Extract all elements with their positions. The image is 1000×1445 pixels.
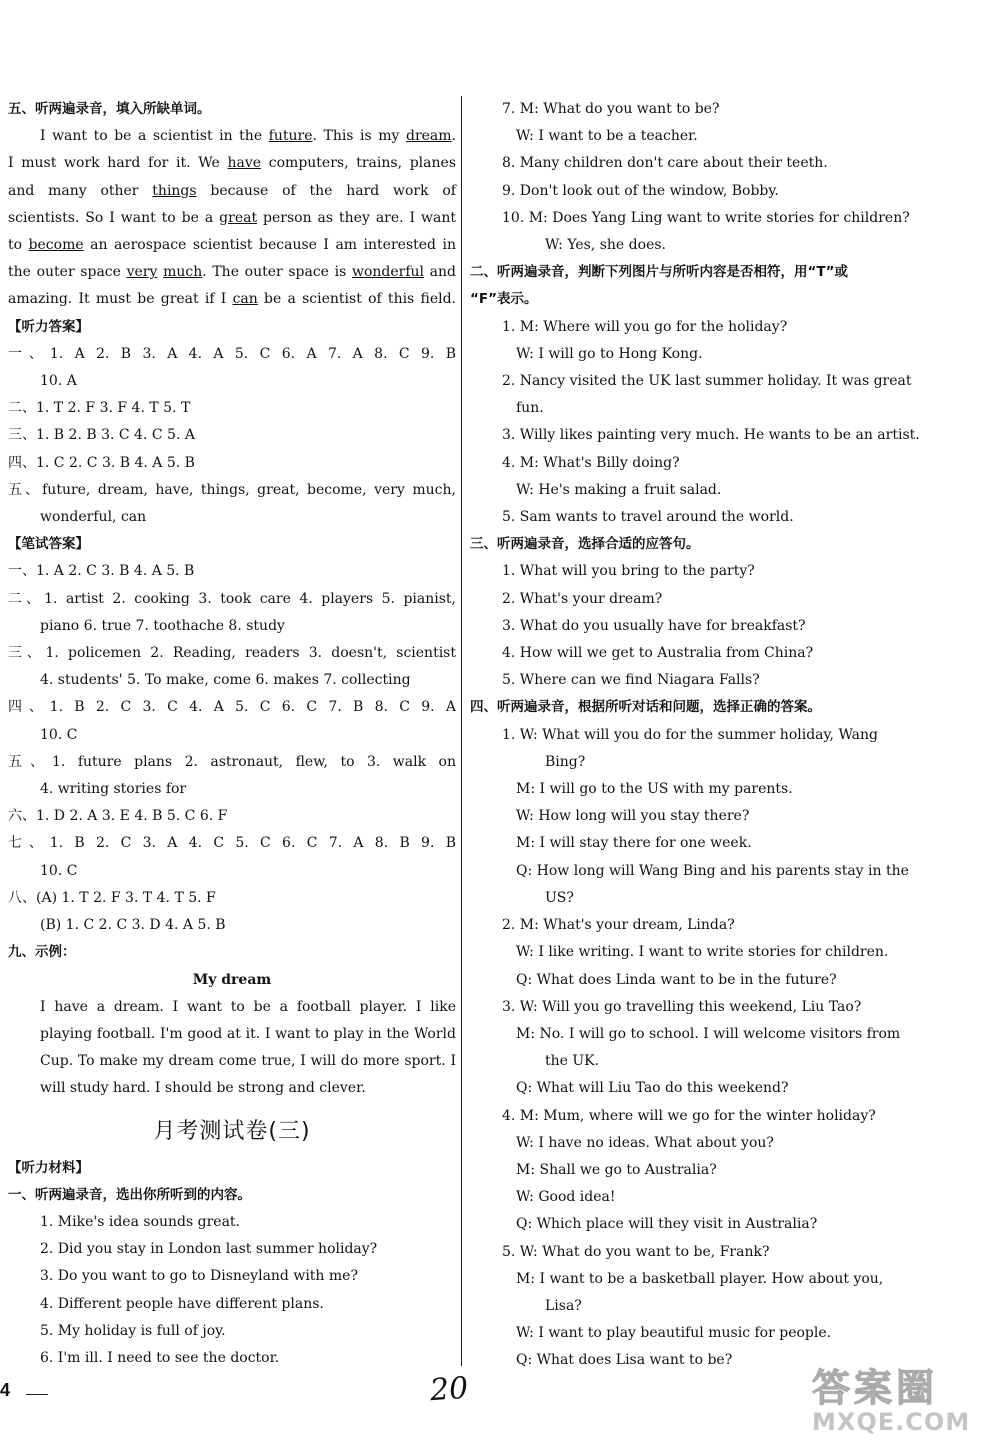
answer-line: 一、1. A 2. C 3. B 4. A 5. B — [8, 563, 195, 580]
script-line: Q: What does Linda want to be in the future? — [516, 971, 837, 988]
script-line: 4. M: Mum, where will we go for the winter holiday? — [502, 1107, 876, 1124]
answer-line: (B) 1. C 2. C 3. D 4. A 5. B — [40, 917, 226, 934]
sample-essay — [8, 994, 456, 1103]
script-line: W: How long will you stay there? — [516, 808, 750, 825]
lm-section-1 — [8, 1209, 456, 1372]
dictation-passage — [8, 123, 456, 313]
written-answers — [8, 558, 456, 966]
script-line: 1. What will you bring to the party? — [502, 563, 755, 580]
script-line: 1. Mike's idea sounds great. — [40, 1213, 240, 1230]
answer-word: wonderful — [351, 264, 425, 281]
script-line: 2. What's your dream? — [502, 590, 663, 607]
lm-section-1-cont — [470, 96, 918, 259]
script-line: 2. M: What's your dream, Linda? — [502, 917, 735, 934]
script-line: W: I like writing. I want to write stories for children. — [516, 944, 889, 961]
script-line: Q: How long will Wang Bing and his parents stay in the — [516, 862, 909, 879]
script-line: W: I want to be a teacher. — [516, 128, 698, 145]
answer-line: 二、1. T 2. F 3. F 4. T 5. T — [8, 400, 191, 417]
essay-line: I have a dream. I want to be a football player. I like — [40, 998, 456, 1015]
answer-word: can — [232, 291, 258, 308]
lm-section-4 — [470, 722, 918, 1375]
script-line: 4. How will we get to Australia from China? — [502, 645, 814, 662]
answer-line: piano 6. true 7. toothache 8. study — [40, 617, 285, 634]
script-line: Lisa? — [545, 1297, 582, 1314]
answer-line: 三、1. B 2. B 3. C 4. C 5. A — [8, 427, 195, 444]
script-line: Q: What will Liu Tao do this weekend? — [516, 1080, 789, 1097]
lm-section-2-title: 二、听两遍录音，判断下列图片与所听内容是否相符，用“T”或 — [470, 264, 848, 281]
answer-word: much — [163, 264, 203, 281]
watermark-bottom: MXQE.COM — [812, 1408, 971, 1436]
listening-material-title: 【听力材料】 — [8, 1159, 89, 1176]
script-line: 5. W: What do you want to be, Frank? — [502, 1243, 770, 1260]
test-title: 月考测试卷(三) — [153, 1118, 311, 1144]
passage-line: to become an aerospace scientist because I am interested in — [8, 237, 456, 254]
corner-rule — [26, 1394, 48, 1395]
script-line: Bing? — [545, 753, 586, 770]
script-line: W: I want to play beautiful music for people. — [516, 1325, 832, 1342]
script-line: W: Good idea! — [516, 1189, 616, 1206]
script-line: 5. My holiday is full of joy. — [40, 1322, 226, 1339]
script-line: W: Yes, she does. — [545, 237, 666, 254]
script-line: W: I have no ideas. What about you? — [516, 1134, 774, 1151]
answer-word: future — [268, 128, 313, 145]
lm-section-4-title: 四、听两遍录音，根据所听对话和问题，选择正确的答案。 — [470, 699, 821, 716]
script-line: 8. Many children don't care about their teeth. — [502, 155, 828, 172]
passage-line: I must work hard for it. We have computers, trains, planes — [8, 155, 456, 172]
script-line: 7. M: What do you want to be? — [502, 101, 720, 117]
right-column — [470, 96, 918, 1375]
answer-line: 九、示例： — [8, 944, 76, 961]
passage-line: scientists. So I want to be a great person as they are. I want — [8, 209, 456, 226]
answer-line: 10. A — [40, 373, 77, 390]
corner-page-marker: 4 — [0, 1380, 11, 1400]
answer-line: 六、1. D 2. A 3. E 4. B 5. C 6. F — [8, 808, 228, 825]
written-answers-title: 【笔试答案】 — [8, 536, 89, 553]
script-line: 1. M: Where will you go for the holiday? — [502, 318, 788, 335]
script-line: the UK. — [545, 1053, 600, 1070]
script-line: 3. W: Will you go travelling this weekend, Liu Tao? — [502, 998, 862, 1015]
answer-line: 10. C — [40, 726, 78, 743]
essay-line: playing football. I'm good at it. I want to play in the World — [40, 1025, 456, 1042]
lm-section-3-title: 三、听两遍录音，选择合适的应答句。 — [470, 536, 700, 553]
lm-section-2 — [470, 314, 918, 532]
script-line: M: No. I will go to school. I will welcome visitors from — [516, 1025, 901, 1042]
answer-word: things — [152, 182, 197, 199]
passage-line: amazing. It must be great if I can be a scientist of this field. — [8, 291, 456, 308]
script-line: 3. Willy likes painting very much. He wants to be an artist. — [502, 427, 920, 444]
script-line: W: He's making a fruit salad. — [516, 481, 722, 498]
script-line: 3. Do you want to go to Disneyland with me? — [40, 1268, 358, 1285]
answer-word: have — [227, 155, 262, 172]
script-line: 10. M: Does Yang Ling want to write stories for children? — [502, 209, 910, 226]
listening-answers-title: 【听力答案】 — [8, 318, 89, 335]
section-5-title: 五、听两遍录音，填入所缺单词。 — [8, 101, 211, 117]
watermark-top: 答案圈 — [812, 1366, 939, 1410]
script-line: 1. W: What will you do for the summer holiday, Wang — [502, 726, 878, 743]
lm-section-3 — [470, 558, 918, 694]
answer-line: 四、1. B 2. C 3. C 4. A 5. C 6. C 7. B 8. C 9. A — [8, 699, 456, 716]
passage-line: the outer space very much. The outer space is wonderful and — [8, 264, 457, 281]
lm-section-1-title: 一、听两遍录音，选出你所听到的内容。 — [8, 1186, 251, 1203]
script-line: Q: Which place will they visit in Australia? — [516, 1216, 818, 1233]
answer-line: 4. students' 5. To make, come 6. makes 7. collecting — [40, 672, 411, 689]
essay-line: Cup. To make my dream come true, I will do more sport. I — [40, 1053, 456, 1070]
script-line: 9. Don't look out of the window, Bobby. — [502, 182, 779, 199]
answer-word: dream — [405, 128, 452, 145]
listening-answers — [8, 341, 456, 531]
script-line: 2. Nancy visited the UK last summer holiday. It was great — [502, 373, 912, 390]
essay-title: My dream — [192, 971, 272, 988]
answer-line: wonderful, can — [40, 509, 147, 526]
page-number: 20 — [428, 1370, 470, 1409]
script-line: W: I will go to Hong Kong. — [516, 345, 703, 362]
script-line: fun. — [516, 400, 544, 417]
answer-line: 四、1. C 2. C 3. B 4. A 5. B — [8, 454, 195, 471]
script-line: M: I will go to the US with my parents. — [516, 781, 793, 798]
answer-line: 三、1. policemen 2. Reading, readers 3. doesn't, scientist — [8, 645, 456, 662]
lm-section-2-title-cont: “F”表示。 — [470, 291, 538, 308]
passage-line: and many other things because of the hard work of — [8, 182, 456, 199]
script-line: 5. Sam wants to travel around the world. — [502, 509, 794, 526]
answer-line: 一、1. A 2. B 3. A 4. A 5. C 6. A 7. A 8. C 9. B — [8, 345, 456, 362]
script-line: 4. M: What's Billy doing? — [502, 454, 680, 471]
essay-line: will study hard. I should be strong and clever. — [40, 1080, 366, 1097]
answer-line: 七、1. B 2. C 3. A 4. C 5. C 6. C 7. A 8. B 9. B — [8, 835, 456, 852]
answer-line: 10. C — [40, 862, 78, 879]
left-column — [8, 96, 456, 1372]
script-line: Q: What does Lisa want to be? — [516, 1352, 733, 1369]
answer-line: 4. writing stories for — [40, 781, 187, 798]
answer-line: 五、1. future plans 2. astronaut, flew, to 3. walk on — [8, 753, 456, 770]
script-line: 4. Different people have different plans. — [40, 1295, 324, 1312]
answer-line: 二、1. artist 2. cooking 3. took care 4. players 5. pianist, — [8, 590, 456, 607]
answer-word: become — [28, 237, 84, 254]
script-line: US? — [545, 889, 574, 906]
script-line: 2. Did you stay in London last summer holiday? — [40, 1241, 378, 1258]
script-line: M: I want to be a basketball player. How about you, — [516, 1270, 884, 1287]
answer-line: 八、(A) 1. T 2. F 3. T 4. T 5. F — [8, 889, 216, 906]
script-line: 3. What do you usually have for breakfast? — [502, 617, 806, 634]
answer-word: very — [126, 264, 158, 281]
answer-line: 五、future, dream, have, things, great, become, very much, — [8, 481, 456, 498]
script-line: M: Shall we go to Australia? — [516, 1161, 717, 1178]
column-divider — [461, 96, 462, 1366]
passage-line: I want to be a scientist in the future. This is my dream. — [40, 128, 456, 145]
answer-word: great — [219, 209, 258, 226]
script-line: 5. Where can we find Niagara Falls? — [502, 672, 760, 689]
script-line: 6. I'm ill. I need to see the doctor. — [40, 1349, 280, 1366]
script-line: M: I will stay there for one week. — [516, 835, 752, 852]
watermark-logo — [812, 1368, 996, 1444]
